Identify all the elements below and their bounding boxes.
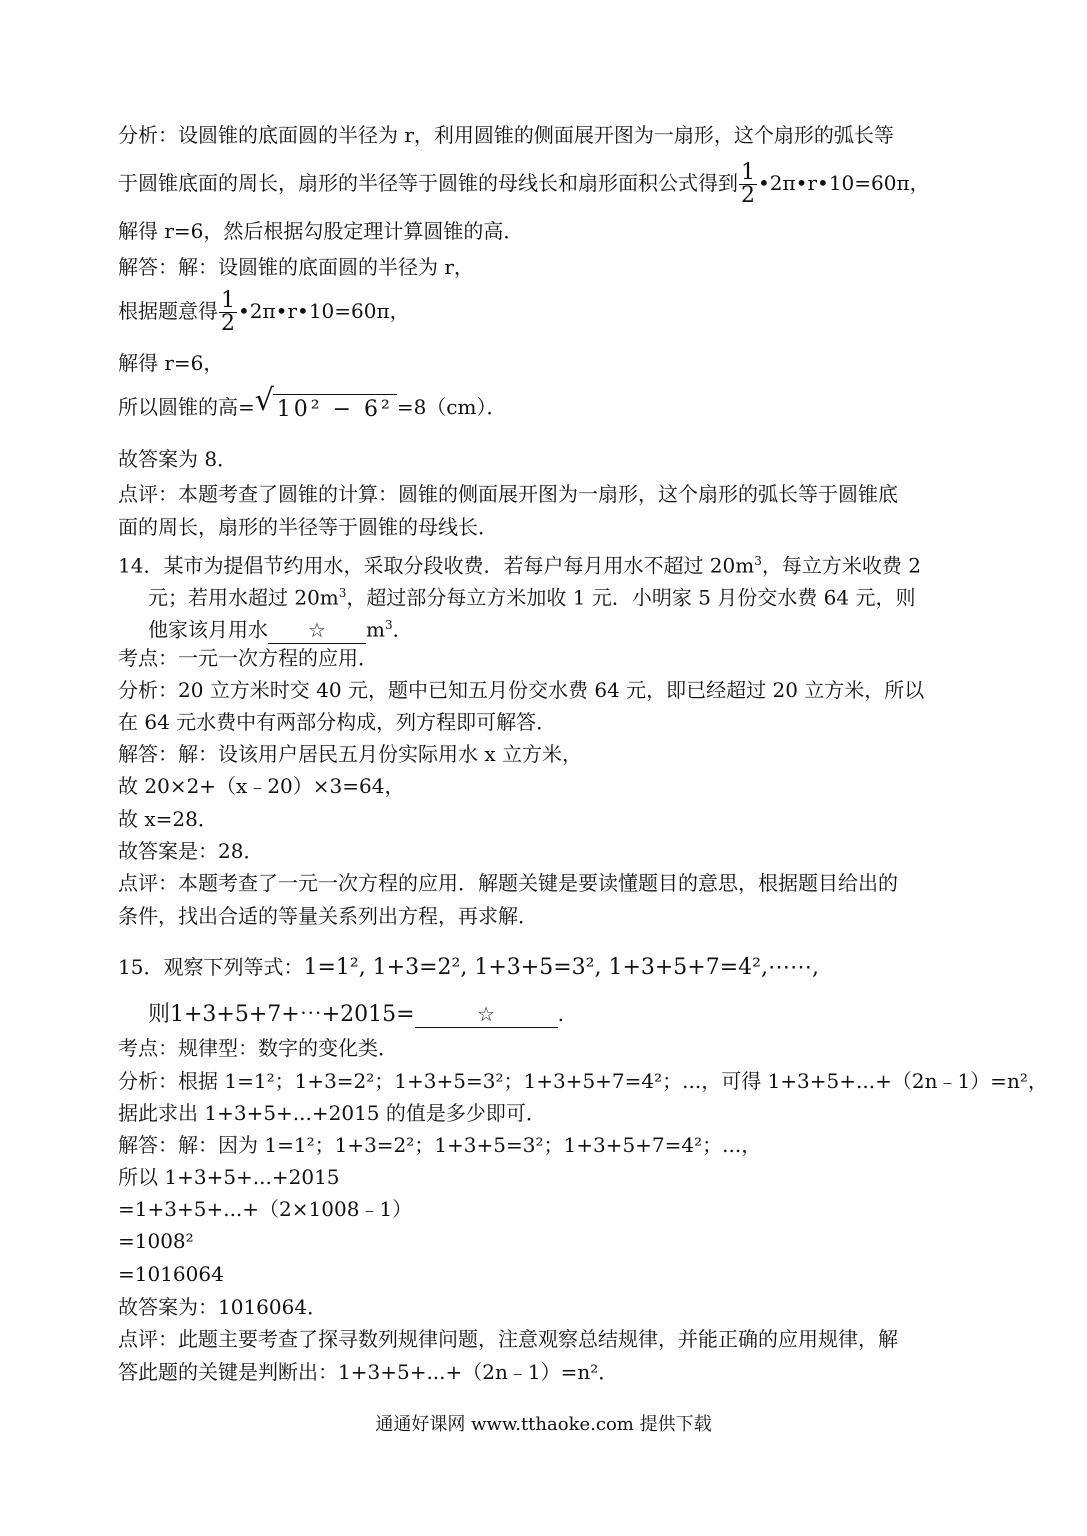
question-14-end: ． bbox=[392, 617, 413, 642]
q14-analysis-2: 在 64 元水费中有两部分构成，列方程即可解答． bbox=[118, 710, 557, 734]
question-14-unit: m bbox=[366, 617, 385, 642]
question-14-line-1 bbox=[118, 548, 921, 579]
fraction-one-half bbox=[219, 290, 237, 335]
q14-comment-1: 点评：本题考查了一元一次方程的应用．解题关键是要读懂题目的意思，根据题目给出的 bbox=[118, 871, 898, 895]
q14-answer: 故答案是：28． bbox=[118, 839, 264, 863]
q15-solution-2: 所以 1+3+5+...+2015 bbox=[118, 1165, 340, 1189]
comment-line-2: 面的周长，扇形的半径等于圆锥的母线长． bbox=[118, 515, 498, 539]
q14-comment-2: 条件，找出合适的等量关系列出方程，再求解． bbox=[118, 904, 538, 928]
solution-line-4-text: 所以圆锥的高= bbox=[118, 395, 255, 419]
analysis-line-2-formula: •2π•r•10=60π， bbox=[758, 171, 930, 195]
q15-solution-1: 解答：解：因为 1=1²；1+3=2²；1+3+5=3²；1+3+5+7=4²；...， bbox=[118, 1133, 762, 1157]
analysis-line-2 bbox=[118, 162, 930, 207]
q14-solution-2: 故 20×2+（x﹣20）×3=64， bbox=[118, 774, 405, 798]
q15-analysis-2: 据此求出 1+3+5+...+2015 的值是多少即可． bbox=[118, 1101, 546, 1125]
radicand: 10² − 6² bbox=[273, 394, 397, 423]
q15-comment-2: 答此题的关键是判断出：1+3+5+...+（2n﹣1）=n²． bbox=[118, 1360, 619, 1384]
question-14-text-4: ，超过部分每立方米加收 1 元．小明家 5 月份交水费 64 元，则 bbox=[346, 585, 916, 610]
solution-line-2 bbox=[118, 290, 410, 335]
superscript: 3 bbox=[338, 586, 347, 600]
question-14-text-2: ，每立方米收费 2 bbox=[761, 553, 921, 578]
solution-line-1: 解答：解：设圆锥的底面圆的半径为 r， bbox=[118, 255, 474, 279]
q14-analysis-1: 分析：20 立方米时交 40 元，题中已知五月份交水费 64 元，即已经超过 20 立方米，所以 bbox=[118, 678, 925, 702]
solution-line-2-formula: •2π•r•10=60π， bbox=[238, 299, 410, 323]
analysis-line-3: 解得 r=6，然后根据勾股定理计算圆锥的高． bbox=[118, 219, 524, 243]
superscript: 3 bbox=[754, 554, 762, 568]
question-14-line-2 bbox=[148, 580, 915, 611]
question-15-equations: 1=1², 1+3=2², 1+3+5=3², 1+3+5+7=4²,⋯⋯, bbox=[303, 955, 819, 980]
question-15-line-2 bbox=[148, 1001, 564, 1028]
superscript: 3 bbox=[384, 618, 393, 632]
comment-line-1: 点评：本题考查了圆锥的计算：圆锥的侧面展开图为一扇形，这个扇形的弧长等于圆锥底 bbox=[118, 482, 898, 506]
q15-analysis-1: 分析：根据 1=1²；1+3=2²；1+3+5=3²；1+3+5+7=4²；...，可得 1+3+5+...+（2n﹣1）=n²， bbox=[118, 1069, 1048, 1093]
question-14-text-1: 14．某市为提倡节约用水，采取分段收费．若每户每月用水不超过 20m bbox=[118, 553, 755, 578]
q15-comment-1: 点评：此题主要考查了探寻数列规律问题，注意观察总结规律，并能正确的应用规律，解 bbox=[118, 1327, 898, 1351]
q14-solution-1: 解答：解：设该用户居民五月份实际用水 x 立方米， bbox=[118, 742, 582, 766]
solution-line-4-result: =8（cm）． bbox=[396, 395, 507, 419]
fraction-one-half bbox=[739, 162, 757, 207]
q15-solution-5: =1016064 bbox=[118, 1262, 224, 1286]
question-15-text: 15．观察下列等式： bbox=[118, 955, 304, 979]
solution-line-4 bbox=[118, 383, 507, 423]
question-14-line-3 bbox=[148, 612, 413, 644]
solution-line-2-text: 根据题意得 bbox=[118, 299, 218, 323]
q15-answer: 故答案为：1016064． bbox=[118, 1295, 328, 1319]
analysis-line-2-text: 于圆锥底面的周长，扇形的半径等于圆锥的母线长和扇形面积公式得到 bbox=[118, 171, 738, 195]
fraction-numerator: 1 bbox=[221, 288, 235, 313]
analysis-line-1: 分析：设圆锥的底面圆的半径为 r，利用圆锥的侧面展开图为一扇形，这个扇形的弧长等 bbox=[118, 123, 894, 147]
fraction-denominator: 2 bbox=[741, 183, 755, 208]
q15-solution-3: =1+3+5+...+（2×1008﹣1） bbox=[118, 1197, 413, 1221]
answer-blank: ☆ bbox=[415, 1001, 558, 1028]
q14-keypoint: 考点：一元一次方程的应用． bbox=[118, 646, 378, 670]
question-15-line-1 bbox=[118, 954, 819, 981]
answer-line: 故答案为 8． bbox=[118, 447, 238, 471]
page-footer: 通通好课网 www.tthaoke.com 提供下载 bbox=[375, 1414, 712, 1435]
fraction-numerator: 1 bbox=[741, 160, 755, 185]
q14-solution-3: 故 x=28． bbox=[118, 807, 218, 831]
question-14-text-3: 元；若用水超过 20m bbox=[148, 585, 339, 610]
radical-sign-icon: √ bbox=[254, 383, 274, 418]
q15-solution-4: =1008² bbox=[118, 1229, 194, 1253]
solution-line-3: 解得 r=6， bbox=[118, 351, 224, 375]
fraction-denominator: 2 bbox=[221, 311, 235, 336]
question-15-end: . bbox=[557, 1002, 564, 1026]
question-14-text-5: 他家该月用水 bbox=[148, 617, 268, 642]
answer-blank: ☆ bbox=[268, 617, 366, 644]
q15-keypoint: 考点：规律型：数字的变化类． bbox=[118, 1036, 398, 1060]
question-15-expression: 则1+3+5+7+⋯+2015= bbox=[148, 1002, 415, 1027]
square-root bbox=[254, 383, 397, 423]
